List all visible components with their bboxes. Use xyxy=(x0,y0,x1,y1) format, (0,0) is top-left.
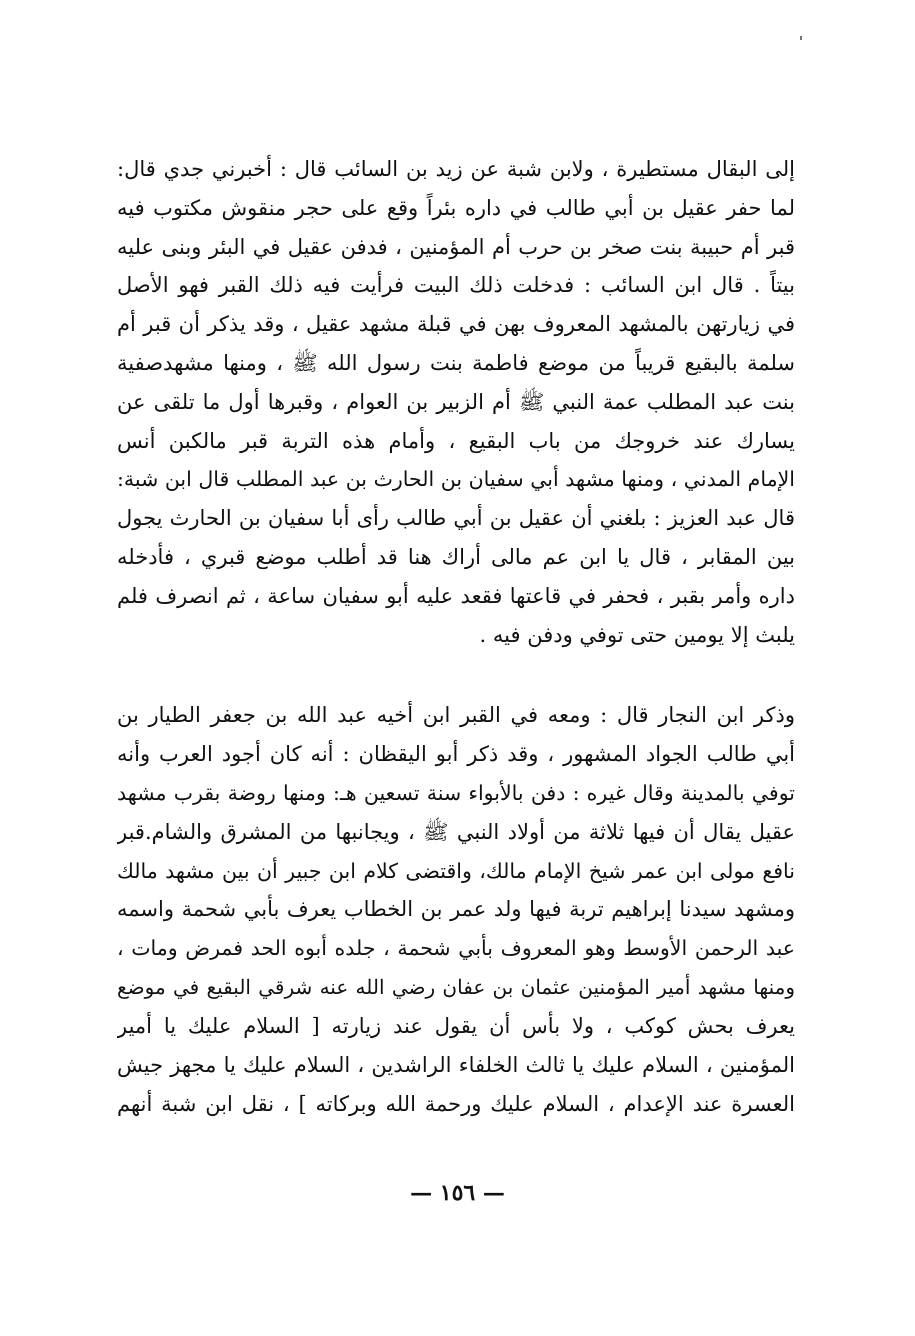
text-line: بيتاً . قال ابن السائب : فدخلت ذلك البيت فرأيت فيه ذلك القبر فهو الأصل xyxy=(117,273,795,298)
text-line: عقيل يقال أن فيها ثلاثة من أولاد النبي ﷺ ، ويجانبها من المشرق والشام.قبر xyxy=(117,819,795,844)
text-line: لما حفر عقيل بن أبي طالب في داره بئراً وقع على حجر منقوش مكتوب فيه xyxy=(117,195,795,220)
text-line: يعرف بحش كوكب ، ولا بأس أن يقول عند زيارته [ السلام عليك يا أمير xyxy=(117,1014,795,1039)
text-line: يلبث إلا يومين حتى توفي ودفن فيه . xyxy=(479,622,795,647)
text-line: وذكر ابن النجار قال : ومعه في القبر ابن أخيه عبد الله بن جعفر الطيار بن xyxy=(117,703,795,727)
text-line: ومنها مشهد أمير المؤمنين عثمان بن عفان رضي الله عنه شرقي البقيع في موضع xyxy=(117,975,795,1000)
text-line: قال عبد العزيز : بلغني أن عقيل بن أبي طالب رأى أبا سفيان بن الحارث يجول xyxy=(117,506,795,531)
text-line: عبد الرحمن الأوسط وهو المعروف بأبي شحمة ، جلده أبوه الحد فمرض ومات ، xyxy=(117,936,795,961)
text-line: إلى البقال مستطيرة ، ولابن شبة عن زيد بن السائب قال : أخبرني جدي قال: xyxy=(117,157,795,181)
page-number: — ١٥٦ — xyxy=(410,1180,505,1206)
paragraph-1 xyxy=(117,150,795,654)
text-line: العسرة عند الإعدام ، السلام عليك ورحمة الله وبركاته ] ، نقل ابن شبة أنهم xyxy=(117,1091,795,1116)
text-line: يسارك عند خروجك من باب البقيع ، وأمام هذه التربة قبر مالكبن أنس xyxy=(117,428,795,453)
text-line: أبي طالب الجواد المشهور ، وقد ذكر أبو اليقظان : أنه كان أجود العرب وأنه xyxy=(117,741,795,766)
text-line: توفي بالمدينة وقال غيره : دفن بالأبواء سنة تسعين هـ: ومنها روضة بقرب مشهد xyxy=(117,780,795,805)
paragraph-2 xyxy=(117,696,795,1124)
text-line: سلمة بالبقيع قريباً من موضع فاطمة بنت رسول الله ﷺ ، ومنها مشهدصفية xyxy=(117,350,795,375)
text-line: قبر أم حبيبة بنت صخر بن حرب أم المؤمنين ، فدفن عقيل في البئر وبنى عليه xyxy=(117,234,795,259)
text-line: بين المقابر ، قال يا ابن عم مالى أراك هنا قد أطلب موضع قبري ، فأدخله xyxy=(117,544,795,569)
text-line: داره وأمر بقبر ، فحفر في قاعتها فقعد عليه أبو سفيان ساعة ، ثم انصرف فلم xyxy=(117,583,795,608)
scan-speck xyxy=(800,36,802,40)
text-line: في زيارتهن بالمشهد المعروف بهن في قبلة مشهد عقيل ، وقد يذكر أن قبر أم xyxy=(117,312,795,337)
text-line: نافع مولى ابن عمر شيخ الإمام مالك، واقتضى كلام ابن جبير أن بين مشهد مالك xyxy=(117,858,795,883)
text-line: ومشهد سيدنا إبراهيم تربة فيها ولد عمر بن الخطاب يعرف بأبي شحمة واسمه xyxy=(117,897,795,922)
text-line: بنت عبد المطلب عمة النبي ﷺ أم الزبير بن العوام ، وقبرها أول ما تلقى عن xyxy=(117,389,795,414)
text-line: المؤمنين ، السلام عليك يا ثالث الخلفاء الراشدين ، السلام عليك يا مجهز جيش xyxy=(117,1053,795,1078)
text-line: الإمام المدني ، ومنها مشهد أبي سفيان بن الحارث بن عبد المطلب قال ابن شبة: xyxy=(117,467,795,492)
